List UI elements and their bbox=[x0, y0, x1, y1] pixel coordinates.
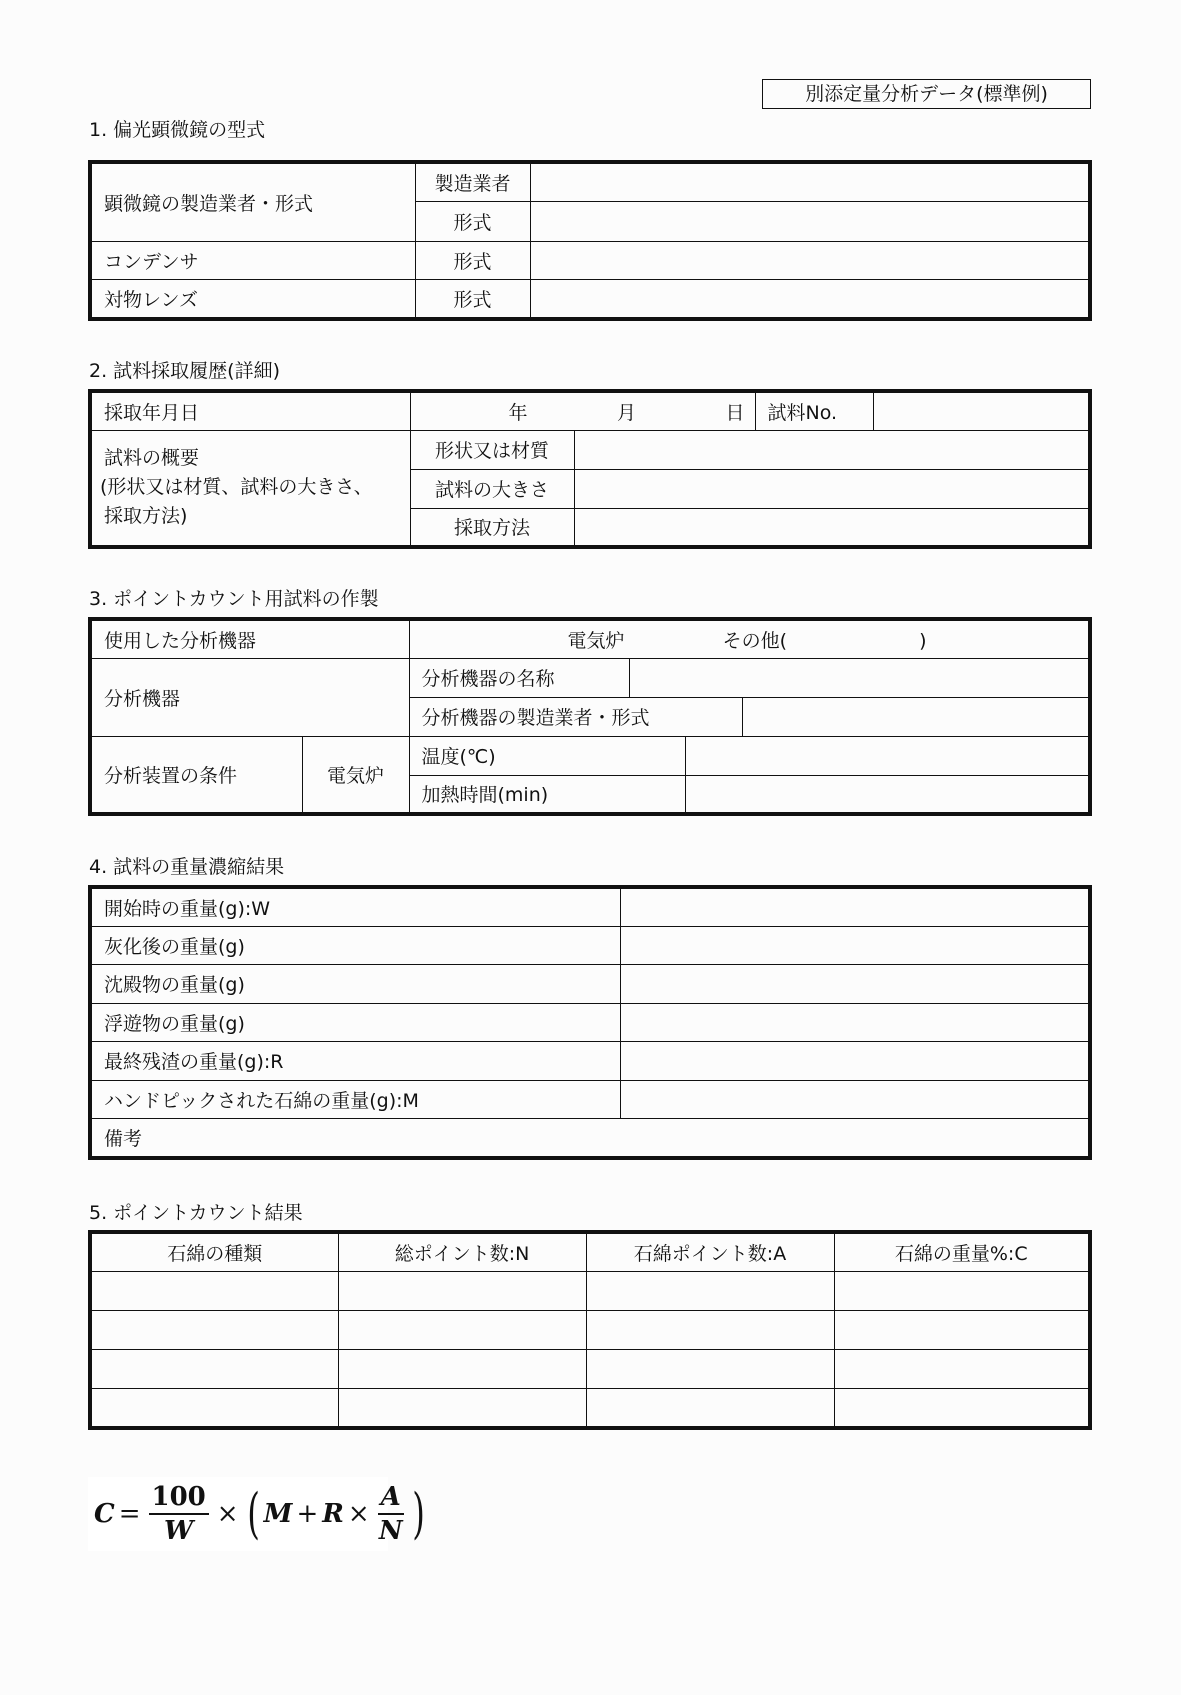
cell-total-points[interactable] bbox=[338, 1349, 586, 1388]
sample-no-label: 試料No. bbox=[755, 391, 873, 430]
ashed-weight-input[interactable] bbox=[620, 926, 1090, 964]
condenser-model-label: 形式 bbox=[415, 241, 530, 279]
formula-times-1: × bbox=[216, 1499, 239, 1529]
device-maker-input[interactable] bbox=[742, 697, 1090, 736]
summary-line-3: 採取方法) bbox=[104, 505, 188, 528]
heating-time-input[interactable] bbox=[685, 775, 1090, 814]
formula-denominator-w: W bbox=[164, 1516, 194, 1546]
sample-size-input[interactable] bbox=[574, 469, 1090, 508]
objective-lens-label: 対物レンズ bbox=[90, 279, 415, 319]
section5-title: 5. ポイントカウント結果 bbox=[89, 1202, 303, 1224]
device-maker-label: 分析機器の製造業者・形式 bbox=[409, 697, 742, 736]
device-label: 分析機器 bbox=[90, 658, 409, 736]
formula-fraction-a-n bbox=[378, 1484, 404, 1544]
initial-weight-input[interactable] bbox=[620, 887, 1090, 926]
handpicked-asbestos-weight-input[interactable] bbox=[620, 1080, 1090, 1118]
year-label: 年 bbox=[508, 401, 528, 424]
formula-right-paren: ) bbox=[412, 1482, 425, 1545]
formula-times-2: × bbox=[347, 1499, 370, 1529]
cell-asbestos-type[interactable] bbox=[90, 1310, 338, 1349]
section3-title: 3. ポイントカウント用試料の作製 bbox=[89, 588, 379, 610]
formula-c: C bbox=[94, 1499, 115, 1529]
section4-title: 4. 試料の重量濃縮結果 bbox=[89, 856, 285, 878]
initial-weight-label: 開始時の重量(g):W bbox=[90, 887, 620, 926]
floating-weight-label: 浮遊物の重量(g) bbox=[90, 1003, 620, 1041]
cell-asbestos-points[interactable] bbox=[586, 1310, 834, 1349]
heating-time-label: 加熱時間(min) bbox=[409, 775, 685, 814]
cell-asbestos-points[interactable] bbox=[586, 1271, 834, 1310]
final-residue-weight-input[interactable] bbox=[620, 1041, 1090, 1080]
section2-title: 2. 試料採取履歴(詳細) bbox=[89, 360, 280, 382]
sampling-date-label: 採取年月日 bbox=[90, 391, 410, 430]
shape-material-input[interactable] bbox=[574, 430, 1090, 469]
sediment-weight-label: 沈殿物の重量(g) bbox=[90, 964, 620, 1003]
temperature-label: 温度(℃) bbox=[409, 736, 685, 775]
sample-summary-label bbox=[90, 430, 410, 547]
point-count-table bbox=[88, 1230, 1092, 1430]
formula-fraction-100-w bbox=[149, 1484, 209, 1544]
microscope-table bbox=[88, 160, 1092, 321]
header-total-points: 総ポイント数:N bbox=[338, 1232, 586, 1271]
objective-model-label: 形式 bbox=[415, 279, 530, 319]
table-row bbox=[90, 1271, 1090, 1310]
sampling-method-input[interactable] bbox=[574, 508, 1090, 547]
handpicked-asbestos-weight-label: ハンドピックされた石綿の重量(g):M bbox=[90, 1080, 620, 1118]
formula-denominator-n: N bbox=[378, 1516, 403, 1546]
cell-weight-percent[interactable] bbox=[834, 1388, 1090, 1428]
microscope-maker-input[interactable] bbox=[530, 162, 1090, 201]
condenser-model-input[interactable] bbox=[530, 241, 1090, 279]
cell-weight-percent[interactable] bbox=[834, 1349, 1090, 1388]
sampling-date-input[interactable] bbox=[410, 391, 755, 430]
cell-asbestos-points[interactable] bbox=[586, 1349, 834, 1388]
section1-title: 1. 偏光顕微鏡の型式 bbox=[89, 119, 266, 141]
sediment-weight-input[interactable] bbox=[620, 964, 1090, 1003]
cell-total-points[interactable] bbox=[338, 1271, 586, 1310]
condition-label: 分析装置の条件 bbox=[90, 736, 302, 814]
cell-total-points[interactable] bbox=[338, 1310, 586, 1349]
floating-weight-input[interactable] bbox=[620, 1003, 1090, 1041]
header-asbestos-weight-percent: 石綿の重量%:C bbox=[834, 1232, 1090, 1271]
option-other[interactable]: その他( bbox=[722, 629, 788, 652]
condenser-label: コンデンサ bbox=[90, 241, 415, 279]
device-name-input[interactable] bbox=[629, 658, 1090, 697]
cell-weight-percent[interactable] bbox=[834, 1271, 1090, 1310]
header-asbestos-type: 石綿の種類 bbox=[90, 1232, 338, 1271]
weight-concentration-table bbox=[88, 885, 1092, 1160]
sampling-history-table bbox=[88, 389, 1092, 549]
summary-line-2: (形状又は材質、試料の大きさ、 bbox=[100, 476, 373, 499]
cell-asbestos-type[interactable] bbox=[90, 1349, 338, 1388]
shape-material-label: 形状又は材質 bbox=[410, 430, 574, 469]
ashed-weight-label: 灰化後の重量(g) bbox=[90, 926, 620, 964]
formula-left-paren: ( bbox=[246, 1482, 260, 1545]
sample-prep-table bbox=[88, 617, 1092, 816]
final-residue-weight-label: 最終残渣の重量(g):R bbox=[90, 1041, 620, 1080]
table-row bbox=[90, 1388, 1090, 1428]
formula-numerator-100: 100 bbox=[149, 1484, 209, 1515]
summary-line-1: 試料の概要 bbox=[104, 447, 200, 470]
cell-weight-percent[interactable] bbox=[834, 1310, 1090, 1349]
sample-no-input[interactable] bbox=[873, 391, 1090, 430]
temperature-input[interactable] bbox=[685, 736, 1090, 775]
formula-m: M bbox=[263, 1499, 293, 1529]
remarks-field[interactable] bbox=[90, 1118, 1090, 1158]
sampling-method-label: 採取方法 bbox=[410, 508, 574, 547]
microscope-maker-model-label: 顕微鏡の製造業者・形式 bbox=[90, 162, 415, 241]
sample-size-label: 試料の大きさ bbox=[410, 469, 574, 508]
used-device-options bbox=[409, 619, 1090, 658]
formula-equals: = bbox=[118, 1499, 141, 1529]
cell-total-points[interactable] bbox=[338, 1388, 586, 1428]
microscope-model-input[interactable] bbox=[530, 201, 1090, 241]
header-asbestos-points: 石綿ポイント数:A bbox=[586, 1232, 834, 1271]
used-device-label: 使用した分析機器 bbox=[90, 619, 409, 658]
formula-plus: + bbox=[296, 1499, 319, 1529]
cell-asbestos-points[interactable] bbox=[586, 1388, 834, 1428]
month-label: 月 bbox=[617, 401, 637, 424]
model-label: 形式 bbox=[415, 201, 530, 241]
document-label: 別添定量分析データ(標準例) bbox=[762, 79, 1091, 109]
cell-asbestos-type[interactable] bbox=[90, 1388, 338, 1428]
day-label: 日 bbox=[725, 401, 745, 424]
formula-r: R bbox=[322, 1499, 344, 1529]
formula-numerator-a: A bbox=[378, 1484, 404, 1515]
maker-label: 製造業者 bbox=[415, 162, 530, 201]
remarks-label: 備考 bbox=[104, 1127, 143, 1150]
other-close-paren: ) bbox=[919, 629, 927, 652]
table-row bbox=[90, 1349, 1090, 1388]
condition-device-label: 電気炉 bbox=[302, 736, 409, 814]
device-name-label: 分析機器の名称 bbox=[409, 658, 629, 697]
option-electric-furnace[interactable]: 電気炉 bbox=[567, 629, 625, 652]
weight-percent-formula bbox=[88, 1477, 425, 1551]
table-row bbox=[90, 1310, 1090, 1349]
objective-model-input[interactable] bbox=[530, 279, 1090, 319]
cell-asbestos-type[interactable] bbox=[90, 1271, 338, 1310]
